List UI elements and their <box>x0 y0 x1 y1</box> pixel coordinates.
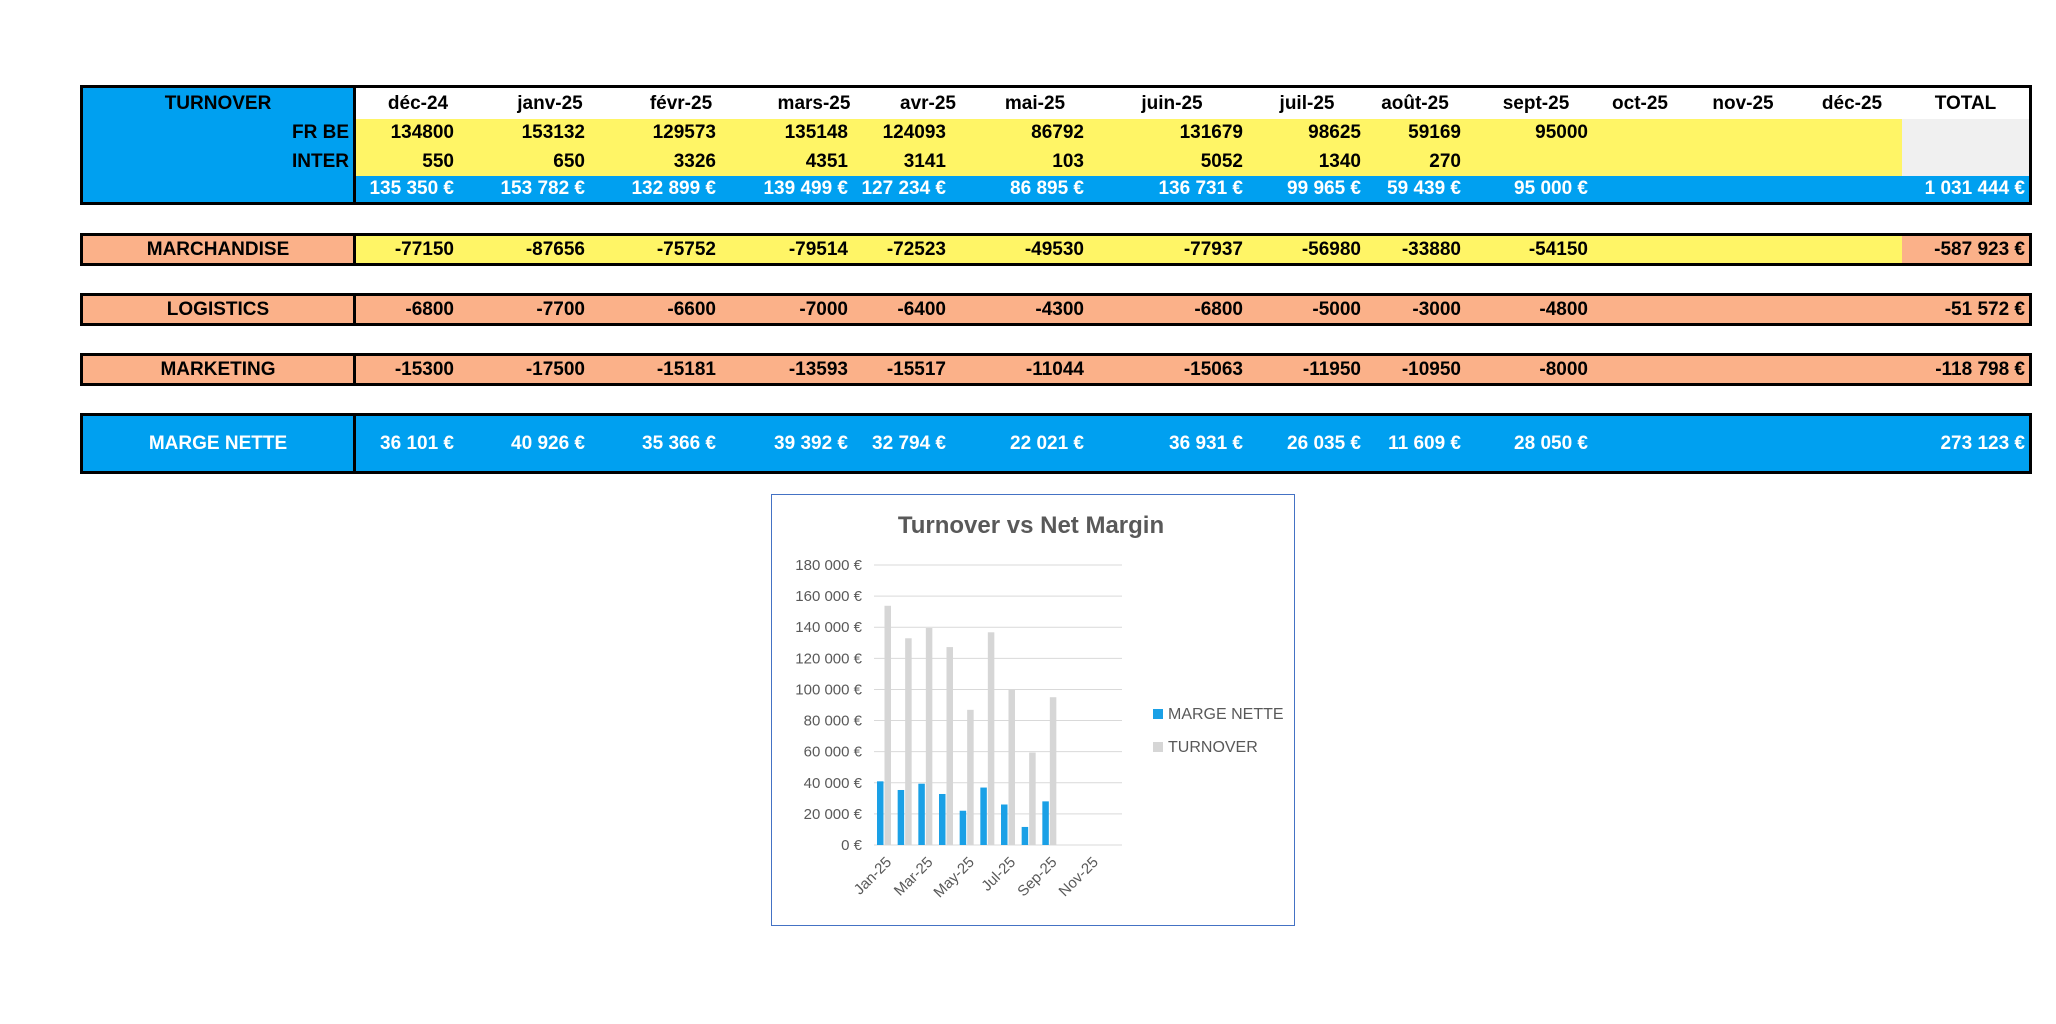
value-cell <box>1768 119 1892 147</box>
turnover-bar <box>947 647 954 845</box>
y-tick-label: 40 000 € <box>803 774 862 792</box>
marge-nette-bar <box>1001 805 1008 845</box>
y-tick-label: 140 000 € <box>795 619 862 637</box>
y-tick-label: 160 000 € <box>795 588 862 606</box>
logistics-value-cell: -5000 <box>1312 298 1361 320</box>
marketing-value-cell: -8000 <box>1539 358 1588 380</box>
month-header: avr-25 <box>900 92 956 114</box>
x-tick-label: Jan-25 <box>850 853 896 899</box>
turnover-total-cell: 139 499 € <box>763 178 848 199</box>
value-cell: 5052 <box>1200 150 1243 172</box>
chart-svg <box>772 495 1293 924</box>
turnover-total-cell: 153 782 € <box>500 178 585 199</box>
marge-value-cell: 28 050 € <box>1514 432 1588 454</box>
y-tick-label: 100 000 € <box>795 681 862 699</box>
legend-swatch <box>1153 709 1163 719</box>
marge-nette-block <box>80 413 2032 474</box>
marge-nette-bar <box>877 781 884 845</box>
value-cell: 103 <box>1052 150 1084 172</box>
turnover-bar <box>988 632 995 845</box>
turnover-total-cell: 136 731 € <box>1158 178 1243 199</box>
row-label: FR BE <box>292 122 349 143</box>
total-header: TOTAL <box>1934 92 1997 114</box>
marchandise-value-cell: -54150 <box>1528 238 1588 260</box>
marge-total: 273 123 € <box>1940 432 2025 454</box>
marketing-value-cell: -13593 <box>788 358 848 380</box>
turnover-total-cell: 135 350 € <box>369 178 454 199</box>
month-header: févr-25 <box>649 92 713 114</box>
month-header: oct-25 <box>1612 92 1668 114</box>
marketing-value-cell: -11950 <box>1302 358 1361 380</box>
marketing-block <box>80 353 2032 386</box>
logistics-total: -51 572 € <box>1944 298 2025 320</box>
value-cell: 59169 <box>1408 122 1461 143</box>
value-cell: 98625 <box>1308 122 1361 143</box>
marketing-value-cell: -10950 <box>1401 358 1461 380</box>
marge-nette-bar <box>960 811 967 845</box>
marchandise-value-cell: -56980 <box>1301 238 1361 260</box>
chart-title: Turnover vs Net Margin <box>897 512 1165 539</box>
month-header: juil-25 <box>1279 92 1335 114</box>
marchandise-value-cell: -87656 <box>525 238 585 260</box>
marge-value-cell: 32 794 € <box>872 432 946 454</box>
value-cell: 95000 <box>1535 122 1588 143</box>
turnover-total-cell: 95 000 € <box>1514 178 1588 199</box>
marge-nette-bar <box>898 790 904 845</box>
logistics-label: LOGISTICS <box>166 298 270 320</box>
marge-nette-bar <box>980 788 987 845</box>
marge-nette-bar <box>918 784 925 845</box>
value-cell <box>1768 148 1892 176</box>
value-cell: 134800 <box>390 122 454 143</box>
marketing-value-cell: -11044 <box>1025 358 1084 380</box>
marchandise-value-cell: -79514 <box>788 238 848 260</box>
marketing-value-cell: -15181 <box>656 358 716 380</box>
marge-nette-bar <box>939 794 946 845</box>
month-header: sept-25 <box>1502 92 1570 114</box>
legend-label: MARGE NETTE <box>1168 706 1284 723</box>
y-tick-label: 0 € <box>841 837 862 854</box>
value-cell: 153132 <box>521 122 585 143</box>
turnover-total-cell: 59 439 € <box>1387 178 1461 199</box>
y-tick-label: 80 000 € <box>803 712 862 730</box>
marge-value-cell: 40 926 € <box>511 432 585 454</box>
x-tick-label: Sep-25 <box>1014 853 1061 901</box>
x-tick-label: Nov-25 <box>1055 853 1102 901</box>
value-cell <box>1658 119 1782 147</box>
logistics-value-cell: -4300 <box>1035 298 1084 320</box>
marchandise-value-cell: -77937 <box>1183 238 1243 260</box>
value-cell: 131679 <box>1179 122 1243 143</box>
value-cell: 3141 <box>903 150 946 172</box>
turnover-total-cell: 132 899 € <box>631 178 716 199</box>
turnover-bar <box>905 638 912 845</box>
logistics-block <box>80 293 2032 326</box>
marge-nette-bar <box>1022 827 1029 845</box>
turnover-block <box>80 85 2032 205</box>
logistics-value-cell: -6600 <box>667 298 716 320</box>
marge-label: MARGE NETTE <box>148 432 288 454</box>
marchandise-value-cell: -72523 <box>886 238 946 260</box>
logistics-value-cell: -6400 <box>897 298 946 320</box>
y-tick-label: 180 000 € <box>795 557 862 574</box>
turnover-bar <box>1050 697 1057 845</box>
value-cell: 650 <box>553 150 585 172</box>
turnover-net-margin-chart[interactable] <box>771 494 1295 926</box>
logistics-value-cell: -7000 <box>799 298 848 320</box>
marketing-total: -118 798 € <box>1935 358 2025 380</box>
legend-label: TURNOVER <box>1168 739 1258 756</box>
turnover-bar <box>926 628 933 845</box>
value-cell <box>1548 148 1672 176</box>
month-header: mai-25 <box>1004 92 1066 114</box>
marchandise-value-cell: -75752 <box>656 238 716 260</box>
marketing-value-cell: -15063 <box>1183 358 1243 380</box>
logistics-value-cell: -6800 <box>1194 298 1243 320</box>
logistics-value-cell: -3000 <box>1412 298 1461 320</box>
logistics-value-cell: -4800 <box>1539 298 1588 320</box>
month-header: janv-25 <box>517 92 583 114</box>
value-cell: 124093 <box>882 122 946 143</box>
row-label: INTER <box>292 150 349 172</box>
value-cell <box>1658 148 1782 176</box>
marchandise-value-cell: -33880 <box>1401 238 1461 260</box>
turnover-bar <box>1009 689 1016 845</box>
value-cell: 1340 <box>1318 150 1361 172</box>
marchandise-value-cell: -49530 <box>1024 238 1084 260</box>
turnover-bar <box>967 710 974 845</box>
value-cell: 129573 <box>652 122 716 143</box>
x-tick-label: Mar-25 <box>890 853 937 900</box>
marketing-value-cell: -15300 <box>394 358 454 380</box>
marketing-value-cell: -17500 <box>525 358 585 380</box>
marge-nette-bar <box>1042 801 1049 845</box>
marge-value-cell: 35 366 € <box>642 432 716 454</box>
month-header: nov-25 <box>1712 92 1774 114</box>
logistics-value-cell: -7700 <box>536 298 585 320</box>
logistics-value-cell: -6800 <box>405 298 454 320</box>
month-header: déc-25 <box>1821 92 1883 114</box>
month-header: août-25 <box>1381 92 1449 114</box>
value-cell: 4351 <box>805 150 848 172</box>
y-tick-label: 60 000 € <box>803 743 862 761</box>
month-header: déc-24 <box>387 92 449 114</box>
marge-value-cell: 39 392 € <box>774 432 848 454</box>
marchandise-value-cell: -77150 <box>394 238 454 260</box>
turnover-bar <box>1029 753 1036 845</box>
value-cell: 550 <box>422 150 454 172</box>
month-header: mars-25 <box>777 92 851 114</box>
value-cell: 135148 <box>784 122 848 143</box>
x-tick-label: May-25 <box>930 853 978 902</box>
turnover-total-cell: 86 895 € <box>1010 178 1084 199</box>
marge-value-cell: 36 101 € <box>380 432 454 454</box>
y-tick-label: 120 000 € <box>795 650 862 668</box>
x-tick-label: Jul-25 <box>978 853 1020 895</box>
month-header: juin-25 <box>1141 92 1203 114</box>
marketing-label: MARKETING <box>160 358 276 380</box>
marketing-value-cell: -15517 <box>886 358 946 380</box>
value-cell: 3326 <box>673 150 716 172</box>
turnover-total-cell: 99 965 € <box>1287 178 1361 199</box>
turnover-grand-total: 1 031 444 € <box>1924 178 2025 199</box>
marge-value-cell: 26 035 € <box>1287 432 1361 454</box>
marge-value-cell: 22 021 € <box>1010 432 1084 454</box>
legend-swatch <box>1153 742 1163 752</box>
value-cell: 86792 <box>1031 122 1084 143</box>
turnover-total-cell: 127 234 € <box>861 178 946 199</box>
turnover-label: TURNOVER <box>164 92 272 114</box>
marchandise-block <box>80 233 2032 266</box>
value-cell: 270 <box>1429 150 1461 172</box>
value-cell <box>1548 119 1672 147</box>
marge-value-cell: 11 609 € <box>1388 432 1461 454</box>
marchandise-total: -587 923 € <box>1934 238 2025 260</box>
marchandise-label: MARCHANDISE <box>146 238 290 260</box>
marge-value-cell: 36 931 € <box>1169 432 1243 454</box>
y-tick-label: 20 000 € <box>803 805 862 823</box>
turnover-bar <box>885 606 892 845</box>
